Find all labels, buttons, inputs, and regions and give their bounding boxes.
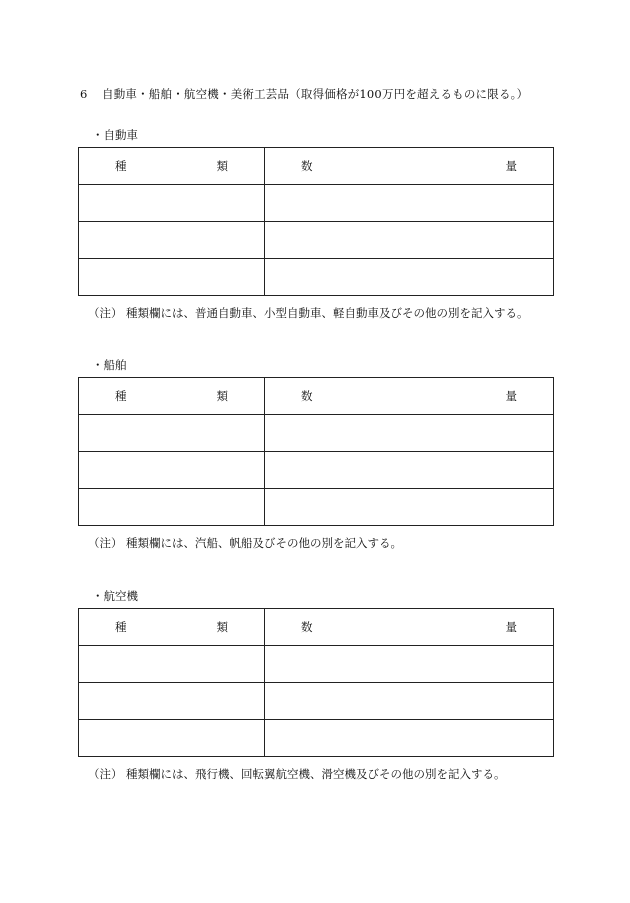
header-quantity-char-1: 数 — [301, 389, 313, 403]
table-header-row — [79, 378, 554, 415]
note-text: 種類欄には、飛行機、回転翼航空機、滑空機及びその他の別を記入する。 — [126, 767, 506, 781]
header-quantity-char-2: 量 — [505, 389, 517, 403]
section-heading-text: 自動車・船舶・航空機・美術工芸品（取得価格が100万円を超えるものに限る。） — [102, 87, 529, 101]
header-kind-char-2: 類 — [216, 389, 228, 403]
section-automobile — [78, 127, 553, 327]
table-header-row — [79, 609, 554, 646]
kind-cell[interactable] — [79, 489, 265, 526]
note-text: 種類欄には、汽船、帆船及びその他の別を記入する。 — [126, 536, 402, 550]
section-number: 6 — [80, 87, 88, 101]
quantity-cell[interactable] — [265, 185, 554, 222]
note-tag: （注） — [88, 306, 123, 320]
kind-cell[interactable] — [79, 185, 265, 222]
table-row — [79, 415, 554, 452]
table-row — [79, 259, 554, 296]
table-row — [79, 646, 554, 683]
section-title-automobile: ・自動車 — [92, 128, 138, 142]
table-header-row — [79, 148, 554, 185]
header-kind-char-1: 種 — [115, 389, 127, 403]
kind-cell[interactable] — [79, 646, 265, 683]
quantity-cell[interactable] — [265, 646, 554, 683]
section-title-ship: ・船舶 — [92, 358, 127, 372]
table-row — [79, 720, 554, 757]
note-tag: （注） — [88, 536, 123, 550]
table-row — [79, 452, 554, 489]
header-quantity — [265, 609, 554, 646]
header-quantity-char-2: 量 — [505, 159, 517, 173]
kind-cell[interactable] — [79, 222, 265, 259]
header-kind-char-2: 類 — [216, 159, 228, 173]
table-row — [79, 683, 554, 720]
header-quantity — [265, 148, 554, 185]
kind-cell[interactable] — [79, 452, 265, 489]
quantity-cell[interactable] — [265, 489, 554, 526]
note-automobile — [88, 305, 529, 321]
header-kind-char-1: 種 — [115, 159, 127, 173]
section-ship — [78, 357, 553, 557]
kind-cell[interactable] — [79, 415, 265, 452]
section-aircraft — [78, 588, 553, 788]
quantity-cell[interactable] — [265, 683, 554, 720]
header-kind — [79, 609, 265, 646]
table-row — [79, 185, 554, 222]
quantity-cell[interactable] — [265, 222, 554, 259]
note-aircraft — [88, 766, 506, 782]
section-title-aircraft: ・航空機 — [92, 589, 138, 603]
kind-cell[interactable] — [79, 259, 265, 296]
header-kind-char-1: 種 — [115, 620, 127, 634]
note-text: 種類欄には、普通自動車、小型自動車、軽自動車及びその他の別を記入する。 — [126, 306, 529, 320]
table-row — [79, 222, 554, 259]
section-heading — [80, 86, 528, 102]
quantity-cell[interactable] — [265, 259, 554, 296]
kind-cell[interactable] — [79, 720, 265, 757]
header-quantity-char-1: 数 — [301, 620, 313, 634]
ship-table — [78, 377, 554, 526]
quantity-cell[interactable] — [265, 720, 554, 757]
quantity-cell[interactable] — [265, 415, 554, 452]
header-quantity-char-1: 数 — [301, 159, 313, 173]
note-tag: （注） — [88, 767, 123, 781]
note-ship — [88, 535, 402, 551]
kind-cell[interactable] — [79, 683, 265, 720]
header-kind-char-2: 類 — [216, 620, 228, 634]
header-quantity — [265, 378, 554, 415]
automobile-table — [78, 147, 554, 296]
aircraft-table — [78, 608, 554, 757]
header-quantity-char-2: 量 — [505, 620, 517, 634]
header-kind — [79, 148, 265, 185]
quantity-cell[interactable] — [265, 452, 554, 489]
header-kind — [79, 378, 265, 415]
table-row — [79, 489, 554, 526]
